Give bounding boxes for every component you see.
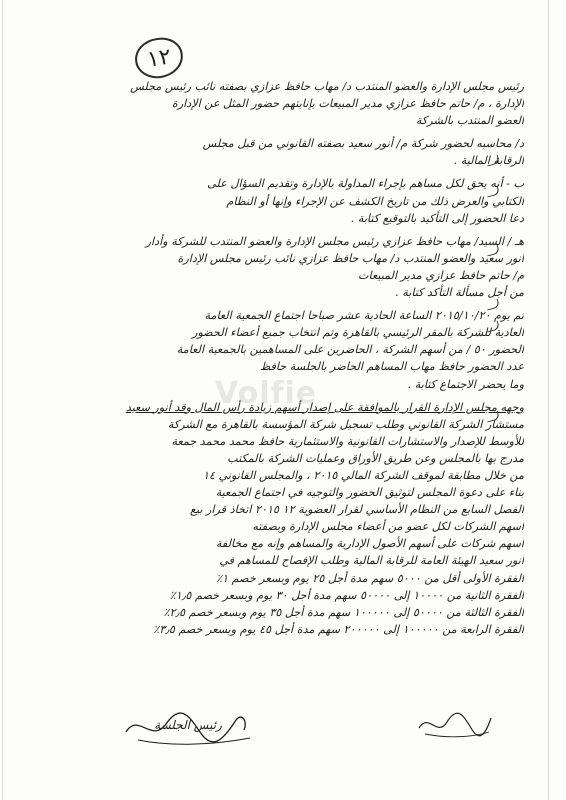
text-line: مستشار الشركة القانوني وطلب تسجيل شركة المؤسسة بالقاهرة مع الشركة [167,417,524,431]
text-line: وجهه مجلس الإدارة القرار بالموافقة على إصدار أسهم زيادة رأس المال وقد أنور سعيد [125,400,524,414]
text-line: الإدارة ، م/ حاتم حافظ عزازي مدير المبيعات بإنابتهم حضور المثل عن الإدارة [171,97,524,111]
handwritten-body [56,78,524,638]
text-line: الفقرة الرابعة من ١٠٠٠٠٠ إلى ٢٠٠٠٠٠ سهم مدة أجل ٤٥ يوم وبسعر خصم ٣٫٥٪ [153,622,524,636]
text-line: للأوسط للإصدار والاستشارات القانونية والاستثمارية حافظ محمد محمد جمعة [171,434,524,448]
text-line: مدرج بها بالمجلس وعن طريق الأوراق وعمليات الشركة بالمكتب [227,451,524,465]
signature-image [118,702,258,752]
text-line: دعا الحضور إلى التأكيد بالتوقيع كتابة . [350,211,524,225]
text-line: الفقرة الثانية من ١٠٠٠٠ إلى ٥٠٠٠٠ سهم مدة أجل ٣٠ يوم وبسعر خصم ١٫٥٪ [169,588,524,602]
text-line: العضو المنتدب بالشركة [415,114,524,128]
text-line: الرقابة المالية . [453,154,524,168]
text-line: ب - أنه يحق لكل مساهم بإجراء المداولة بالإدارة وتقديم السؤال على [207,177,524,191]
watermark: Volfie [215,376,318,411]
text-line: أنور سعيد الهيئة العامة للرقابة المالية وطلب الإفصاح للمساهم في [219,554,524,568]
signature-scribble-icon [415,708,495,742]
text-line: الكتابي والعرض ذلك من تاريخ الكشف عن الإجراء وإنها أو النظام [226,194,524,208]
text-line: تم يوم ٢٠١٥/١٠/٢٠ الساعة الحادية عشر صباحا اجتماع الجمعية العامة [204,309,524,323]
text-line: أنور سعيد والعضو المنتدب د/ مهاب حافظ عزازي نائب رئيس مجلس الإدارة [177,251,524,265]
text-line: أسهم شركات على أسهم الأصول الإدارية والمساهم وإنه مع مخالفة [215,537,524,551]
page-edge-right [548,0,549,800]
text-line: من أجل مسألة التأكد كتابة . [395,286,524,300]
text-line: بناء على دعوة المجلس لتوثيق الحضور والتوجيه في اجتماع الجمعية [215,486,524,500]
text-line: من خلال مطابقة لموقف الشركة المالي ٢٠١٥ ، والمجلس القانوني ١٤ [202,468,524,482]
text-line: الفقرة الثالثة من ٥٠٠٠٠ إلى ١٠٠٠٠٠ سهم مدة أجل ٣٥ يوم وبسعر خصم ٢٫٥٪ [163,605,524,619]
text-line: وما يحضر الاجتماع كتابة . [407,377,524,391]
text-line: الحضور ٥٠ / من أسهم الشركة ، الحاضرين على المساهمين بالجمعية العامة [176,343,524,357]
text-line: أسهم الشركات لكل عضو من أعضاء مجلس الإدارة وبصفته [252,520,524,534]
page-number: ١٢ [132,35,185,81]
text-line: الفصل السابع من النظام الأساسي لقرار العضوية ١٢ ٢٠١٥ اتخاذ قرار بيع [190,503,524,517]
text-line: عدد الحضور حافظ مهاب المساهم الحاضر بالجلسة حافظ [259,360,524,374]
text-line: الفقرة الأولى أقل من ٥٠٠٠ سهم مدة أجل ٢٥ يوم وبسعر خصم ١٪ [216,571,524,585]
text-line: رئيس مجلس الإدارة والعضو المنتدب د/ مهاب حافظ عزازي بصفته نائب رئيس مجلس [130,80,524,93]
signature-label: رئيس الجلسة [154,718,222,732]
page-edge-left [2,0,3,800]
text-line: العادية للشركة بالمقر الرئيسي بالقاهرة وتم انتخاب جميع أعضاء الحضور [192,326,524,340]
text-line: م/ حاتم حافظ عزازي مدير المبيعات [358,268,524,282]
text-line: هـ / السيد/ مهاب حافظ عزازي رئيس مجلس الإدارة والعضو المنتدب للشركة وأدار [145,234,524,248]
text-line: د/ محاسبه لحضور شركة م/ أنور سعيد بصفته القانوني من قبل مجلس [202,137,524,151]
